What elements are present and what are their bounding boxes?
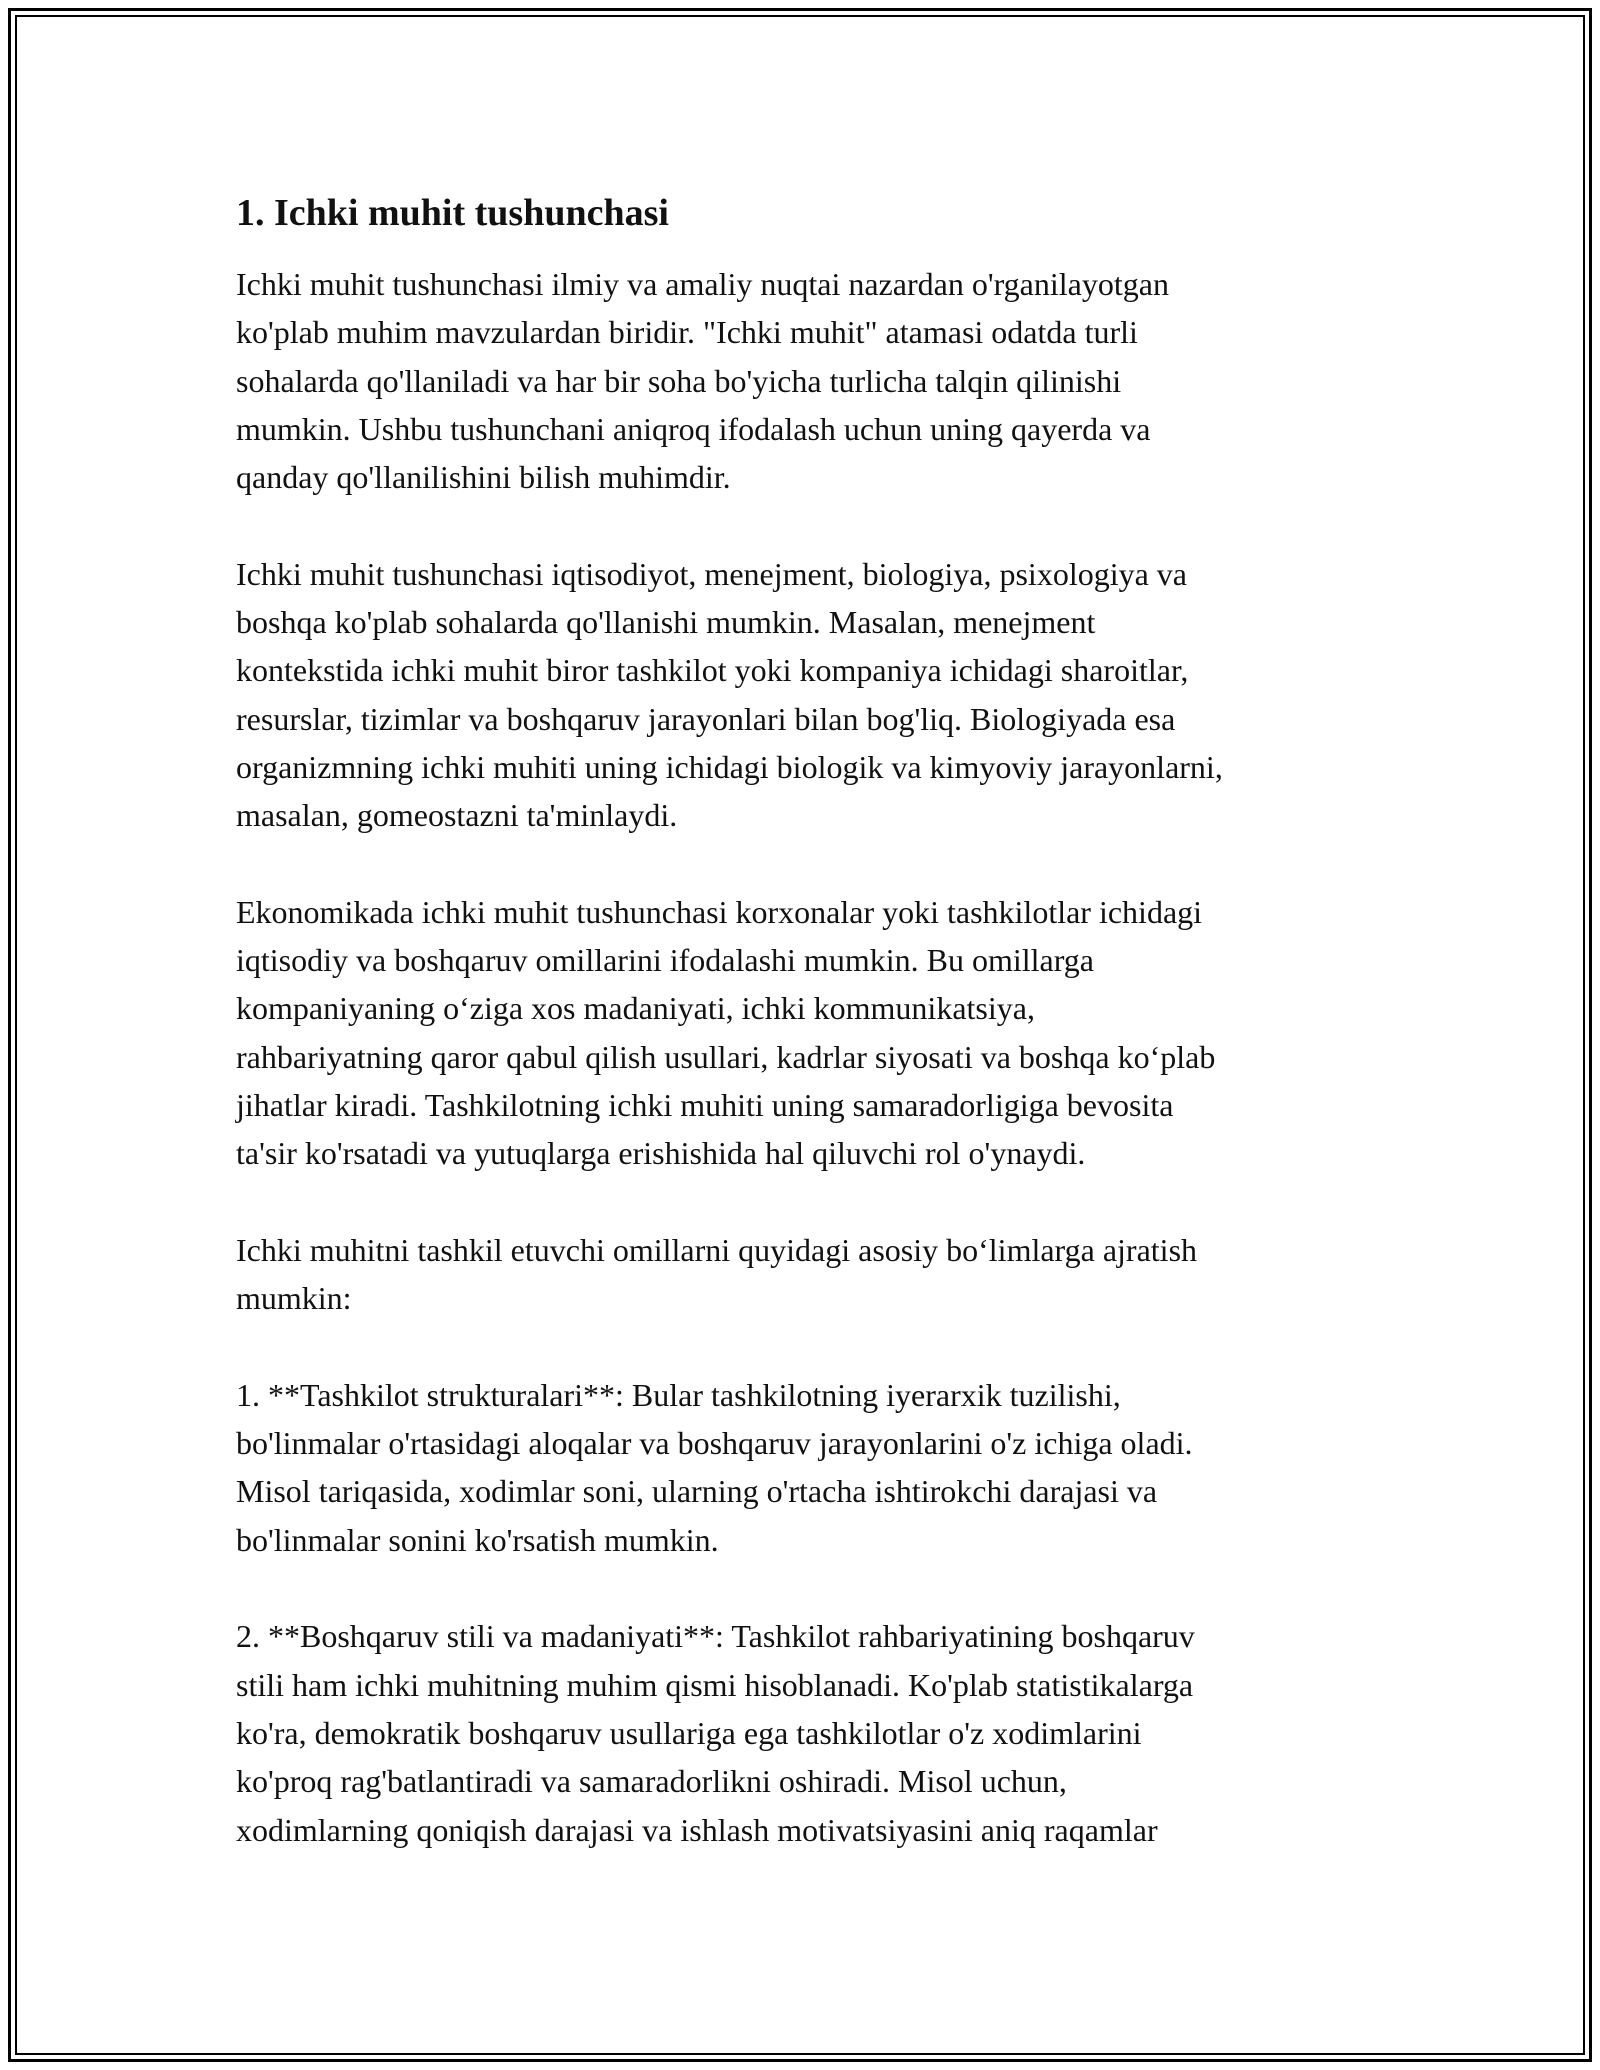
text-line: iqtisodiy va boshqaruv omillarini ifodalashi mumkin. Bu omillarga bbox=[236, 942, 1094, 979]
text-line: Ichki muhit tushunchasi ilmiy va amaliy nuqtai nazardan o'rganilayotgan bbox=[236, 266, 1169, 302]
text-line: kontekstida ichki muhit biror tashkilot yoki kompaniya ichidagi sharoitlar, bbox=[236, 652, 1189, 689]
text-line: ko'proq rag'batlantiradi va samaradorlikni oshiradi. Misol uchun, bbox=[236, 1763, 1067, 1800]
paragraph-4 bbox=[236, 1226, 1386, 1323]
text-line: boshqa ko'plab sohalarda qo'llanishi mumkin. Masalan, menejment bbox=[236, 604, 1096, 641]
document-body bbox=[236, 186, 1386, 1854]
text-line: organizmning ichki muhiti uning ichidagi biologik va kimyoviy jarayonlarni, bbox=[236, 748, 1223, 785]
text-line: rahbariyatning qaror qabul qilish usullari, kadrlar siyosati va boshqa ko‘plab bbox=[236, 1038, 1216, 1075]
text-line: bo'linmalar sonini ko'rsatish mumkin. bbox=[236, 1521, 719, 1558]
text-line: Ichki muhit tushunchasi iqtisodiyot, menejment, biologiya, psixologiya va bbox=[236, 555, 1187, 592]
paragraph-2 bbox=[236, 550, 1386, 840]
text-line: sohalarda qo'llaniladi va har bir soha bo'yicha turlicha talqin qilinishi bbox=[236, 362, 1122, 399]
text-line: bo'linmalar o'rtasidagi aloqalar va boshqaruv jarayonlarini o'z ichiga oladi. bbox=[236, 1425, 1193, 1462]
text-line: kompaniyaning o‘ziga xos madaniyati, ichki kommunikatsiya, bbox=[236, 990, 1035, 1027]
text-line: xodimlarning qoniqish darajasi va ishlash motivatsiyasini aniq raqamlar bbox=[236, 1811, 1158, 1848]
text-line: 1. **Tashkilot strukturalari**: Bular tashkilotning iyerarxik tuzilishi, bbox=[236, 1376, 1121, 1413]
text-line: 2. **Boshqaruv stili va madaniyati**: Tashkilot rahbariyatining boshqaruv bbox=[236, 1618, 1195, 1655]
text-line: Misol tariqasida, xodimlar soni, ularning o'rtacha ishtirokchi darajasi va bbox=[236, 1473, 1158, 1510]
text-line: ko'ra, demokratik boshqaruv usullariga ega tashkilotlar o'z xodimlarini bbox=[236, 1714, 1142, 1751]
text-line: ta'sir ko'rsatadi va yutuqlarga erishishida hal qiluvchi rol o'ynaydi. bbox=[236, 1135, 1086, 1172]
text-line: stili ham ichki muhitning muhim qismi hisoblanadi. Ko'plab statistikalarga bbox=[236, 1666, 1194, 1703]
text-line: jihatlar kiradi. Tashkilotning ichki muhiti uning samaradorligiga bevosita bbox=[236, 1087, 1174, 1124]
paragraph-3 bbox=[236, 888, 1386, 1178]
section-heading: 1. Ichki muhit tushunchasi bbox=[236, 192, 669, 234]
text-line: Ekonomikada ichki muhit tushunchasi korxonalar yoki tashkilotlar ichidagi bbox=[236, 893, 1203, 930]
text-line: masalan, gomeostazni ta'minlaydi. bbox=[236, 797, 678, 834]
text-line: Ichki muhitni tashkil etuvchi omillarni quyidagi asosiy bo‘limlarga ajratish bbox=[236, 1231, 1198, 1268]
text-line: resurslar, tizimlar va boshqaruv jarayonlari bilan bog'liq. Biologiyada esa bbox=[236, 700, 1176, 737]
text-line: mumkin: bbox=[236, 1280, 352, 1317]
list-item-1 bbox=[236, 1371, 1386, 1564]
text-line: ko'plab muhim mavzulardan biridir. "Ichki muhit" atamasi odatda turli bbox=[236, 314, 1138, 351]
paragraph-1 bbox=[236, 260, 1386, 501]
list-item-2 bbox=[236, 1612, 1386, 1853]
text-line: mumkin. Ushbu tushunchani aniqroq ifodalash uchun uning qayerda va bbox=[236, 410, 1151, 447]
text-line: qanday qo'llanilishini bilish muhimdir. bbox=[236, 459, 731, 496]
